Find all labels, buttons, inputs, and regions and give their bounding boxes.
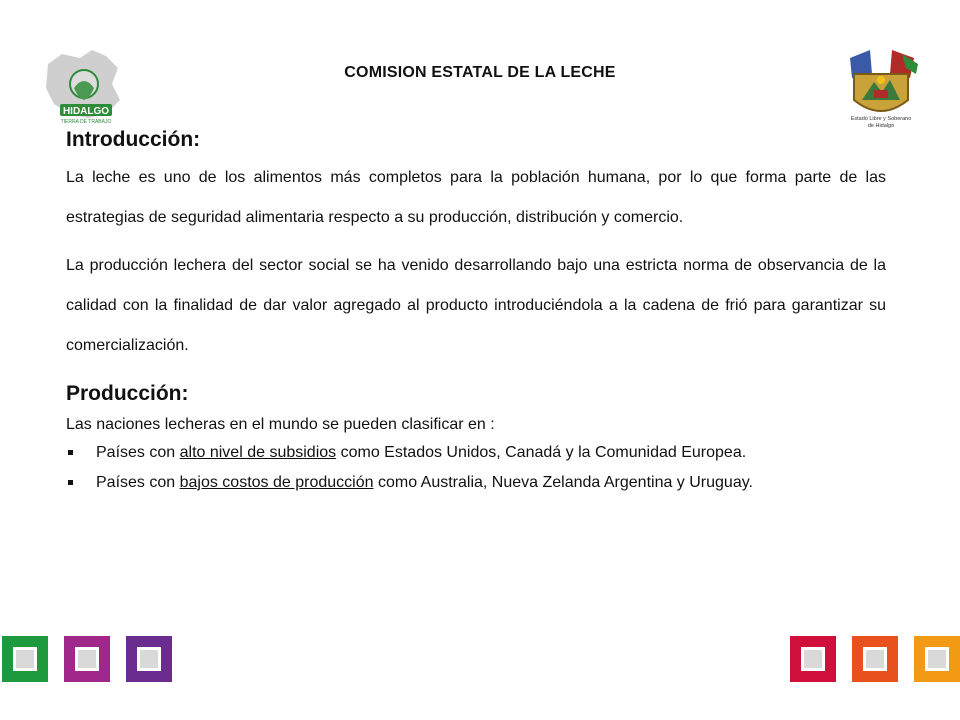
logo-left-text: HIDALGO — [62, 106, 110, 117]
page-title: COMISION ESTATAL DE LA LECHE — [344, 64, 616, 81]
footer-tile-orange — [852, 636, 898, 682]
tile-inner-square — [801, 647, 825, 671]
footer-tile-green — [2, 636, 48, 682]
list-item — [66, 442, 886, 464]
list-item-text-after: como Australia, Nueva Zelanda Argentina y Uruguay. — [373, 474, 753, 491]
intro-paragraph-1: La leche es uno de los alimentos más completos para la población humana, por lo que forma parte de las estrategias de seguridad alimentaria respecto a su producción, distribución y comercio. — [66, 169, 886, 226]
intro-paragraph-2: La producción lechera del sector social se ha venido desarrollando bajo una estricta norma de observancia de la calidad con la finalidad de dar valor agregado al producto introduciéndola a la cadena de frió para garantizar su comercialización. — [66, 257, 886, 354]
coat-caption-line1: Estado Libre y Soberano — [850, 116, 912, 122]
square-bullet-icon — [68, 450, 73, 455]
list-item-text-before: Países con — [96, 474, 180, 491]
main-content — [66, 122, 886, 502]
footer-tile-purple — [126, 636, 172, 682]
tile-inner-square — [863, 647, 887, 671]
list-item-underlined-text: bajos costos de producción — [179, 474, 374, 491]
square-bullet-icon — [68, 480, 73, 485]
list-item-underlined-text: alto nivel de subsidios — [179, 444, 337, 461]
section-heading-introduccion: Introducción: — [66, 128, 201, 151]
logo-left-subtext: TIERRA DE TRABAJO — [60, 119, 112, 125]
footer-tile-magenta — [64, 636, 110, 682]
list-item — [66, 472, 886, 494]
coat-caption-line2: de Hidalgo — [867, 123, 895, 129]
tile-inner-square — [925, 647, 949, 671]
section-heading-produccion: Producción: — [66, 382, 189, 405]
list-item-text-before: Países con — [96, 444, 180, 461]
tile-inner-square — [13, 647, 37, 671]
produccion-lead-text: Las naciones lecheras en el mundo se pueden clasificar en : — [66, 416, 495, 433]
footer-tile-amber — [914, 636, 960, 682]
footer-tile-red — [790, 636, 836, 682]
produccion-list — [66, 442, 886, 494]
tile-inner-square — [137, 647, 161, 671]
list-item-text-after: como Estados Unidos, Canadá y la Comunidad Europea. — [336, 444, 747, 461]
hidalgo-logo-icon — [40, 44, 126, 134]
tile-inner-square — [75, 647, 99, 671]
